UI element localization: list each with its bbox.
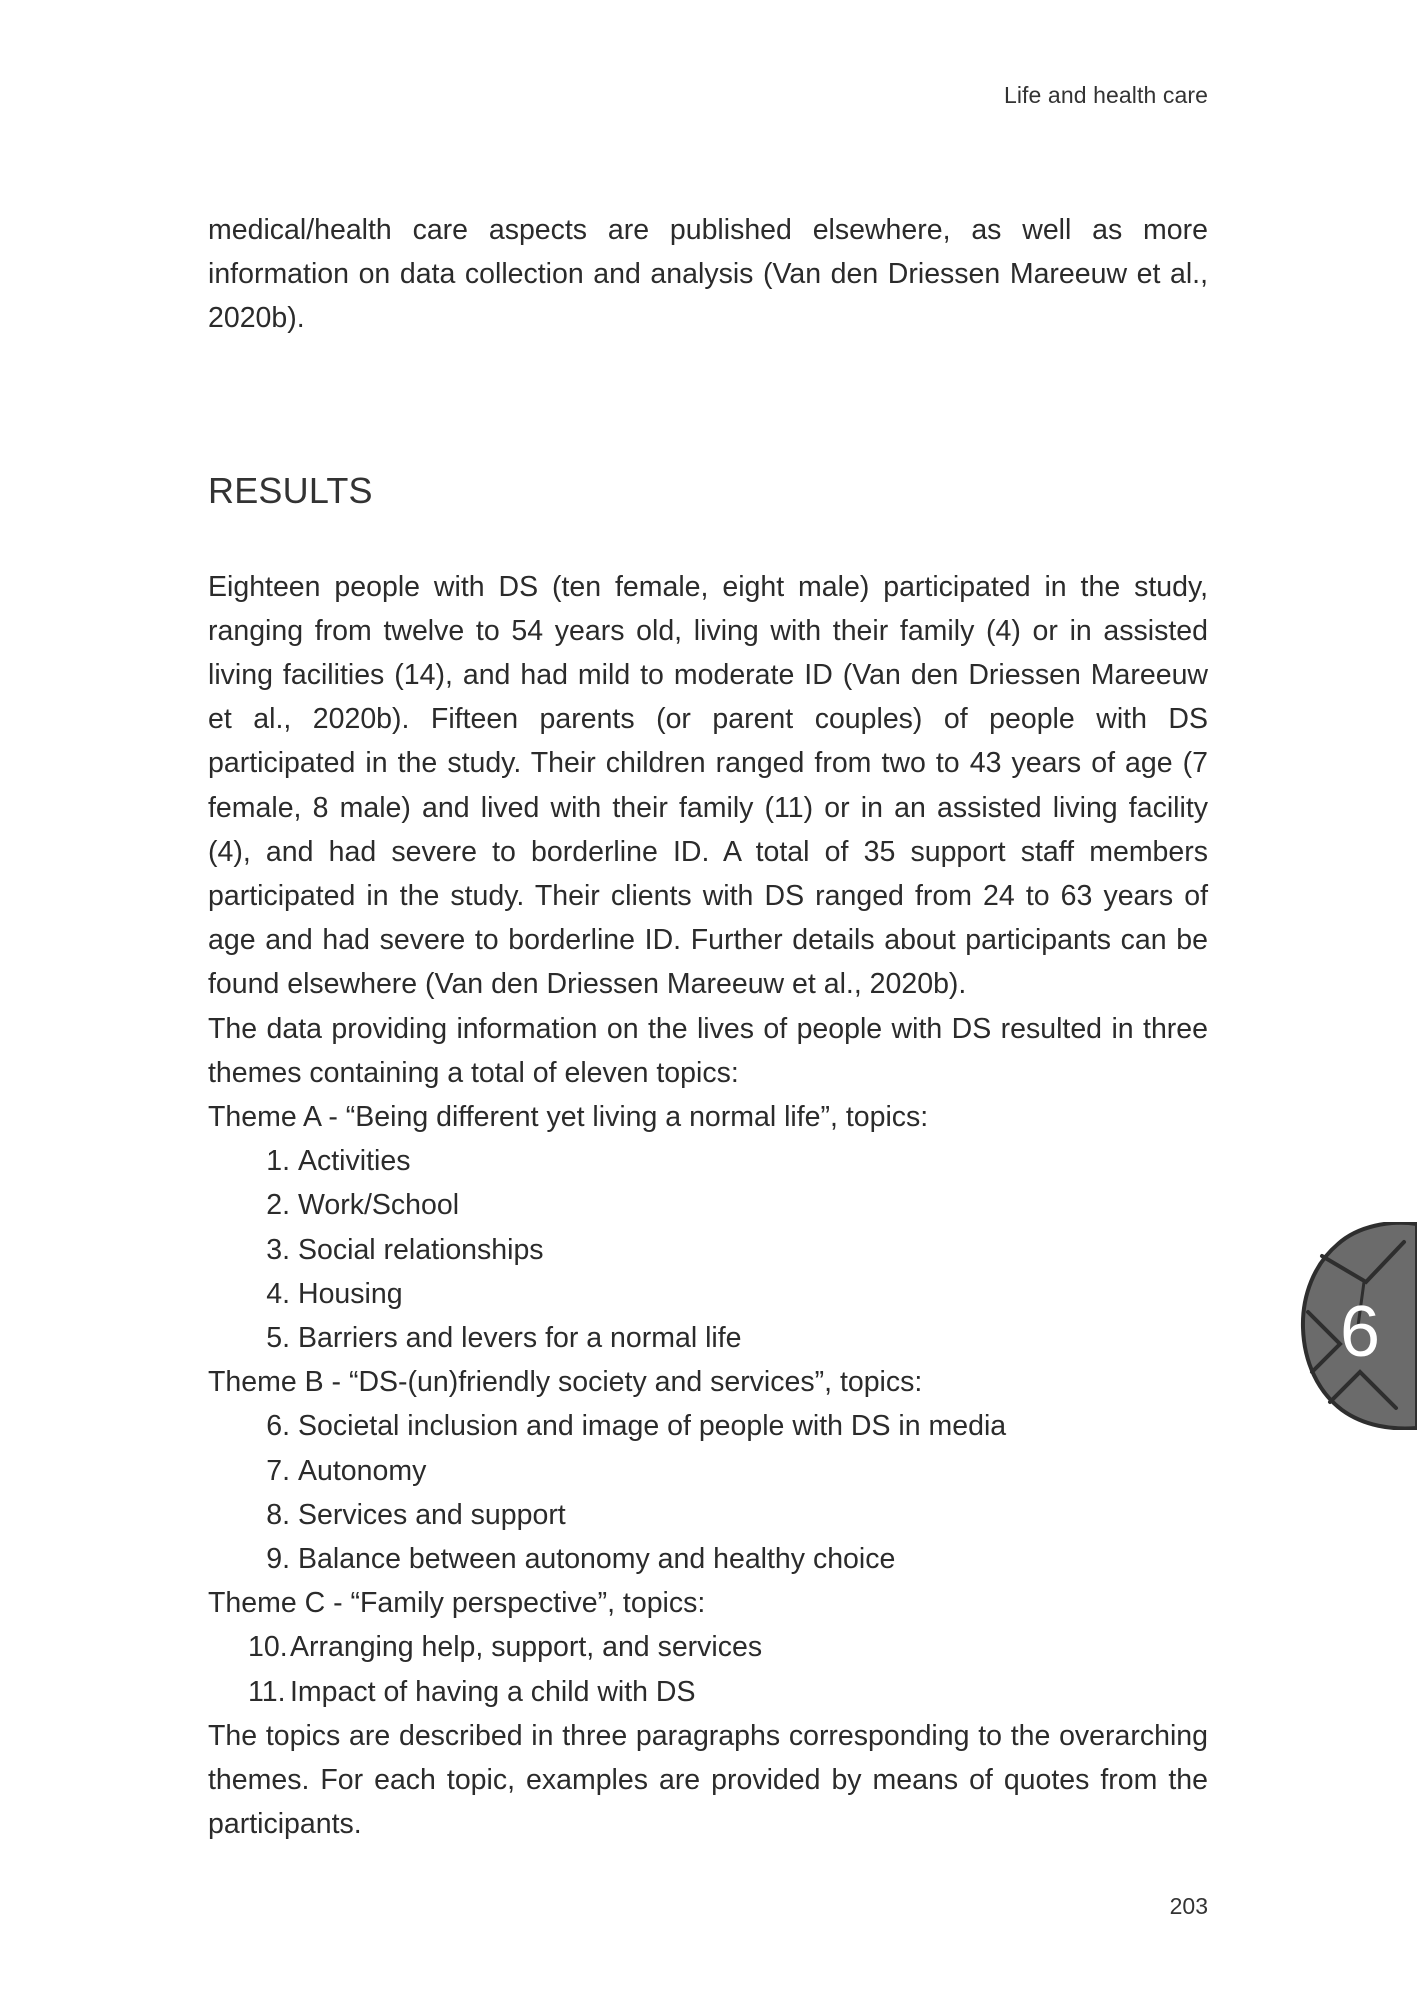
- list-item: 10. Arranging help, support, and services: [248, 1631, 763, 1664]
- list-item: 1. Activities: [266, 1145, 411, 1178]
- theme-a-label: Theme A - “Being different yet living a normal life”, topics:: [208, 1101, 929, 1134]
- list-item: 11. Impact of having a child with DS: [248, 1675, 696, 1708]
- list-item: 3. Social relationships: [266, 1233, 544, 1266]
- theme-b-topic-list: [208, 1404, 1208, 1581]
- chapter-number: 6: [1339, 1292, 1381, 1372]
- theme-a-topic-list: [208, 1139, 1208, 1360]
- chapter-tab-badge: [1300, 1222, 1417, 1430]
- theme-b-label: Theme B - “DS-(un)friendly society and services”, topics:: [208, 1366, 923, 1399]
- list-item: 8. Services and support: [266, 1498, 566, 1531]
- intro-paragraph: medical/health care aspects are published elsewhere, as well as more information on data collection and analysis (Van den Driessen Mareeuw et al., 2020b).: [208, 214, 1208, 335]
- list-item: 9. Balance between autonomy and healthy choice: [266, 1543, 896, 1576]
- section-heading-results: RESULTS: [208, 469, 373, 511]
- list-item: 6. Societal inclusion and image of people with DS in media: [266, 1410, 1007, 1443]
- page-body: [208, 208, 1208, 1847]
- participants-paragraph: Eighteen people with DS (ten female, eight male) participated in the study, ranging from twelve to 54 years old, living with their family (4) or in assisted living facilities (14), and had mild to moderate ID (Van den Driessen Mareeuw et al., 2020b). Fifteen parents (or parent couples) of people with DS participated in the study. Their children ranged from two to 43 years of age (7 female, 8 male) and lived with their family (11) or in an assisted living facility (4), and had severe to borderline ID. A total of 35 support staff members participated in the study. Their clients with DS ranged from 24 to 63 years of age and had severe to borderline ID. Further details about participants can be found elsewhere (Van den Driessen Mareeuw et al., 2020b).: [208, 570, 1208, 1001]
- theme-c-label: Theme C - “Family perspective”, topics:: [208, 1587, 706, 1620]
- list-item: 4. Housing: [266, 1277, 403, 1310]
- page-number: 203: [1169, 1893, 1208, 1919]
- running-header: Life and health care: [1003, 82, 1208, 108]
- list-item: 2. Work/School: [266, 1189, 460, 1222]
- theme-c-topic-list: [208, 1625, 1208, 1713]
- list-item: 5. Barriers and levers for a normal life: [266, 1322, 742, 1355]
- list-item: 7. Autonomy: [266, 1454, 427, 1487]
- closing-paragraph: The topics are described in three paragraphs corresponding to the overarching themes. For each topic, examples are provided by means of quotes from the participants.: [208, 1719, 1208, 1841]
- themes-intro-paragraph: The data providing information on the lives of people with DS resulted in three themes containing a total of eleven topics:: [208, 1012, 1208, 1089]
